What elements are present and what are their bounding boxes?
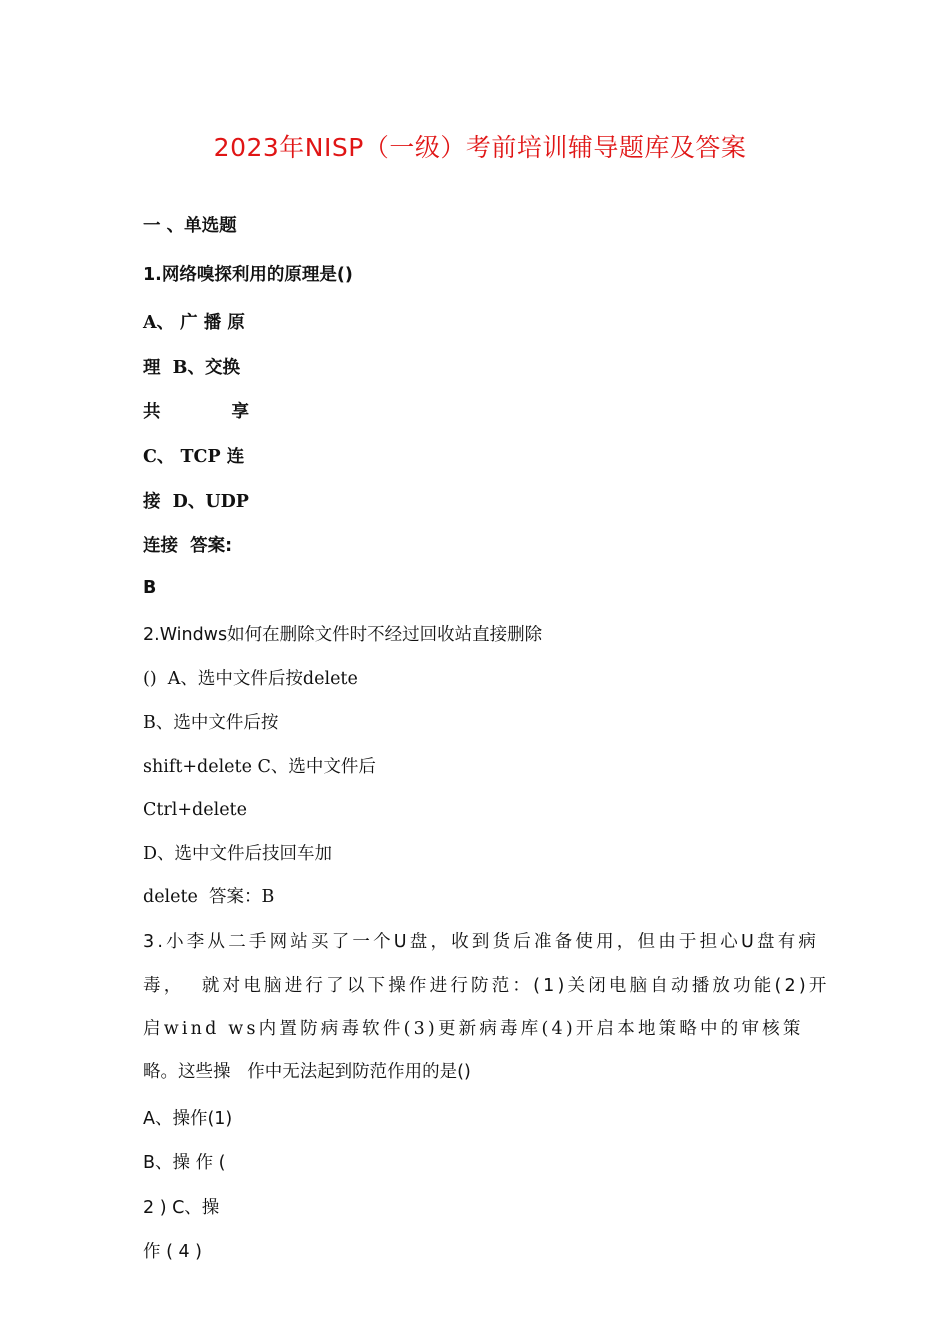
question-3-line-2: 毒， 就对电脑进行了以下操作进行防范：(1)关闭电脑自动播放功能(2)开 bbox=[143, 976, 830, 996]
section-heading: 一 、单选题 bbox=[143, 216, 237, 236]
q2-line-6: delete 答案：B bbox=[143, 887, 275, 907]
question-3-line-4: 略。这些操 作中无法起到防范作用的是() bbox=[143, 1062, 471, 1082]
q1-line-5: 接 D、UDP bbox=[143, 492, 249, 512]
question-3-line-3: 启wind ws内置防病毒软件(3)更新病毒库(4)开启本地策略中的审核策 bbox=[143, 1019, 804, 1039]
question-2: 2.Windws如何在删除文件时不经过回收站直接删除 bbox=[143, 625, 543, 645]
q2-line-3: shift+delete C、选中文件后 bbox=[143, 757, 376, 777]
document-title: 2023年NISP（一级）考前培训辅导题库及答案 bbox=[213, 133, 747, 162]
q1-line-1: A、 广 播 原 bbox=[143, 313, 245, 333]
q3-option-3: 2 ) C、操 bbox=[143, 1198, 220, 1218]
q2-line-1: () A、选中文件后按delete bbox=[143, 669, 358, 689]
q1-line-3-left: 共 bbox=[143, 402, 161, 422]
q1-line-4: C、 TCP 连 bbox=[143, 447, 245, 467]
q3-option-1: A、操作(1) bbox=[143, 1109, 233, 1129]
q1-line-2: 理 B、交换 bbox=[143, 358, 240, 378]
q1-answer: B bbox=[143, 578, 157, 598]
question-1: 1.网络嗅探利用的原理是() bbox=[143, 265, 353, 285]
q2-line-5: D、选中文件后技回车加 bbox=[143, 844, 333, 864]
question-3-line-1: 3.小李从二手网站买了一个U盘，收到货后准备使用，但由于担心U盘有病 bbox=[143, 932, 820, 952]
q1-line-3 bbox=[143, 400, 249, 424]
q1-line-6: 连接 答案: bbox=[143, 536, 233, 556]
q3-option-4: 作 ( 4 ) bbox=[143, 1242, 202, 1262]
q1-line-3-right: 享 bbox=[231, 402, 249, 422]
q3-option-2: B、操 作 ( bbox=[143, 1153, 226, 1173]
q2-line-4: Ctrl+delete bbox=[143, 800, 247, 820]
q2-line-2: B、选中文件后按 bbox=[143, 713, 279, 733]
